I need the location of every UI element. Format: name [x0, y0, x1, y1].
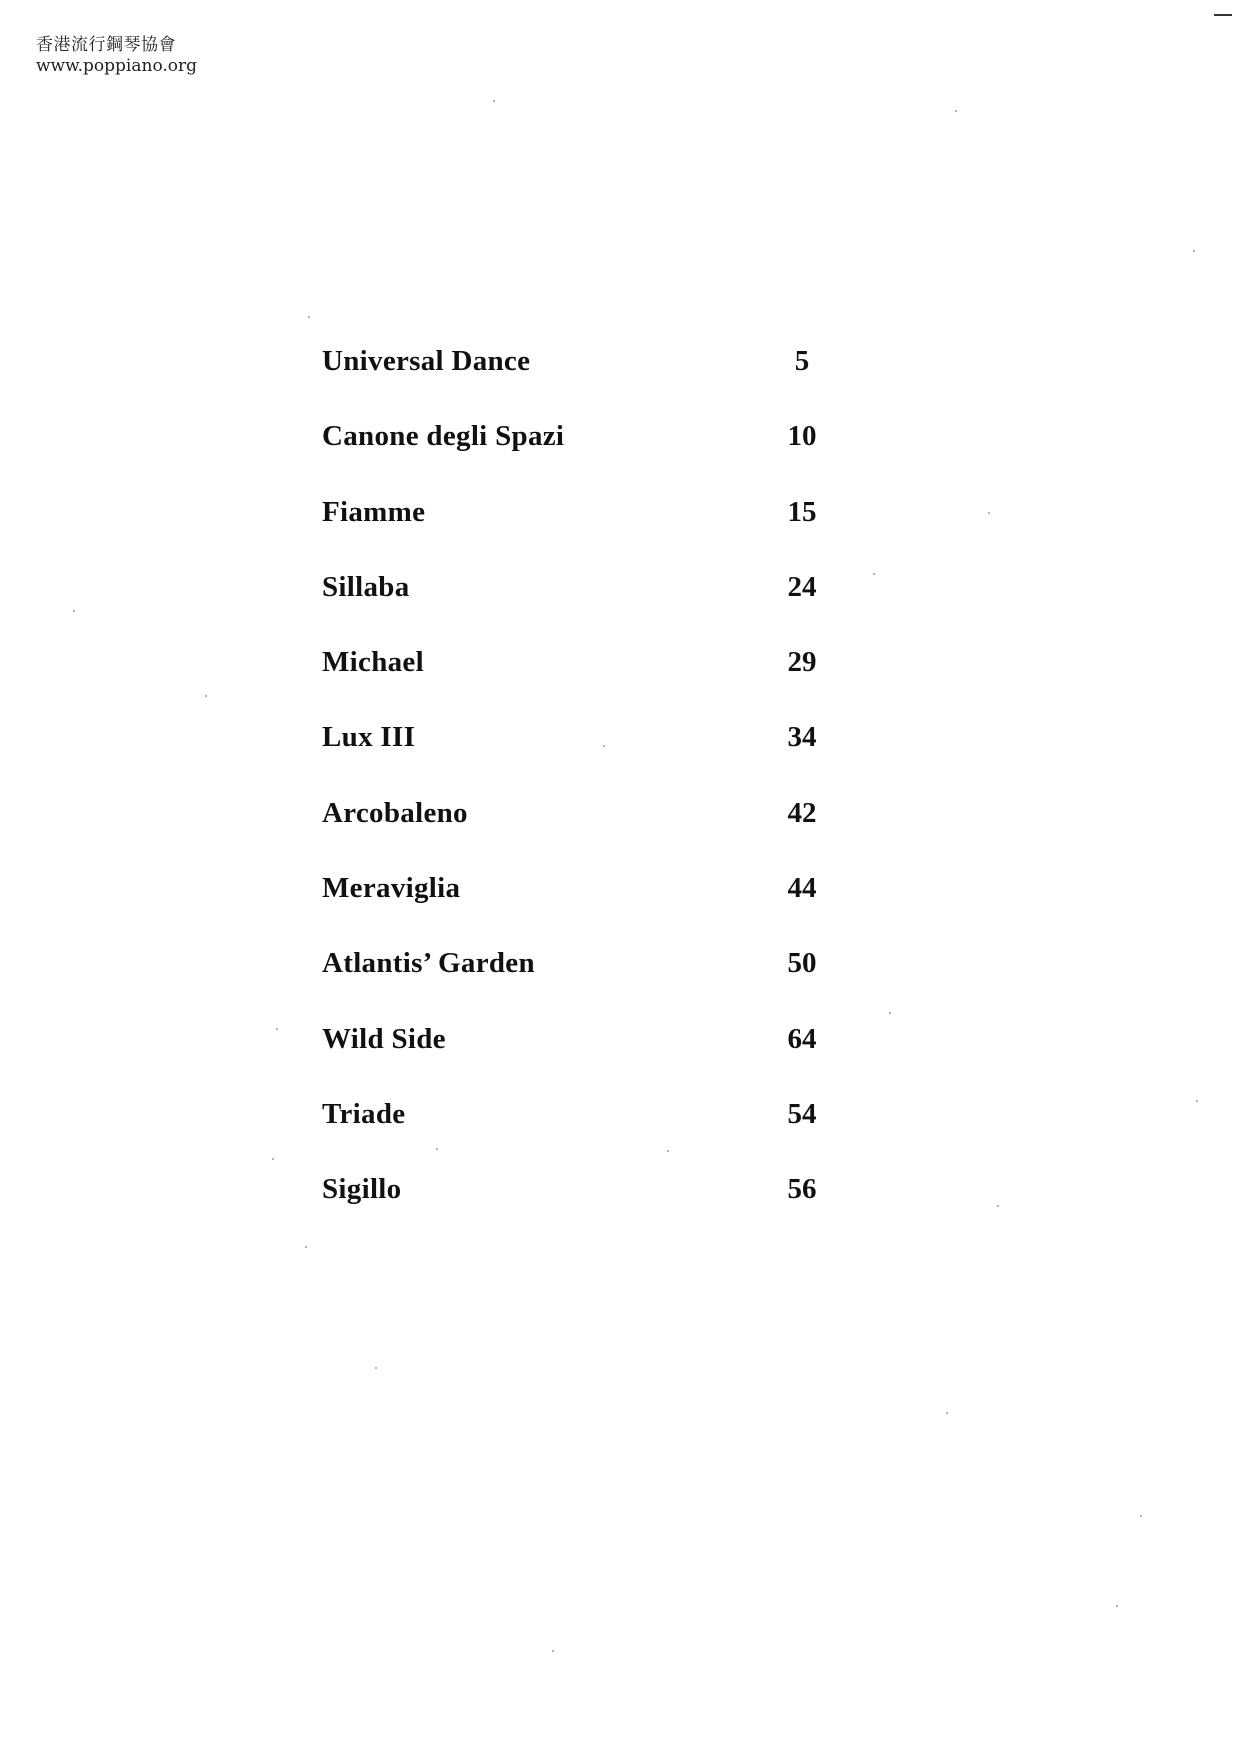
toc-row	[322, 345, 822, 420]
scan-speck	[272, 1158, 274, 1160]
toc-page-number: 10	[787, 420, 817, 453]
scan-speck	[305, 1246, 307, 1248]
scan-speck	[1140, 1515, 1142, 1517]
scan-speck	[603, 745, 605, 747]
toc-page-number: 50	[787, 947, 817, 980]
toc-row	[322, 947, 822, 1022]
toc-row	[322, 646, 822, 721]
toc-title: Canone degli Spazi	[322, 420, 565, 453]
toc-row	[322, 797, 822, 872]
toc-title: Arcobaleno	[322, 796, 468, 829]
scan-speck	[955, 110, 957, 112]
toc-page-number: 44	[787, 872, 817, 905]
toc-row	[322, 1098, 822, 1173]
toc-row	[322, 496, 822, 571]
toc-page-number: 15	[787, 495, 817, 528]
scan-speck	[552, 1650, 554, 1652]
toc-title: Wild Side	[322, 1022, 446, 1055]
scan-speck	[276, 1028, 278, 1030]
watermark	[36, 35, 197, 78]
scan-speck	[988, 512, 990, 514]
toc-title: Michael	[322, 646, 424, 679]
watermark-url: www.poppiano.org	[36, 56, 198, 77]
toc-page-number: 24	[787, 570, 817, 603]
table-of-contents	[322, 345, 822, 1249]
scan-speck	[946, 1412, 948, 1414]
toc-row	[322, 872, 822, 947]
toc-row	[322, 1023, 822, 1098]
scan-speck	[308, 316, 310, 318]
toc-row	[322, 420, 822, 495]
toc-page-number: 42	[787, 796, 817, 829]
scan-speck	[493, 100, 495, 102]
toc-title: Fiamme	[322, 495, 426, 528]
toc-title: Sillaba	[322, 570, 410, 603]
toc-page-number: 54	[787, 1097, 817, 1130]
toc-page-number: 64	[787, 1022, 817, 1055]
scan-speck	[375, 1367, 377, 1369]
toc-row	[322, 1173, 822, 1248]
scan-speck	[436, 1148, 438, 1150]
toc-title: Sigillo	[322, 1173, 402, 1206]
scan-speck	[205, 695, 207, 697]
scan-speck	[997, 1205, 999, 1207]
scan-speck	[73, 610, 75, 612]
toc-row	[322, 571, 822, 646]
watermark-name: 香港流行鋼琴協會	[36, 35, 176, 55]
toc-page-number: 56	[787, 1173, 817, 1206]
scan-speck	[1193, 250, 1195, 252]
corner-mark	[1214, 14, 1232, 16]
toc-page-number: 29	[787, 646, 817, 679]
scan-speck	[667, 1150, 669, 1152]
scan-speck	[1196, 1100, 1198, 1102]
toc-title: Triade	[322, 1097, 406, 1130]
toc-title: Lux III	[322, 721, 416, 754]
scan-speck	[1116, 1605, 1118, 1607]
toc-row	[322, 721, 822, 796]
scan-speck	[873, 573, 875, 575]
toc-title: Atlantis’ Garden	[322, 947, 535, 980]
toc-title: Universal Dance	[322, 345, 531, 377]
toc-title: Meraviglia	[322, 872, 461, 905]
toc-page-number: 5	[794, 345, 810, 377]
toc-page-number: 34	[787, 721, 817, 754]
scan-speck	[889, 1012, 891, 1014]
